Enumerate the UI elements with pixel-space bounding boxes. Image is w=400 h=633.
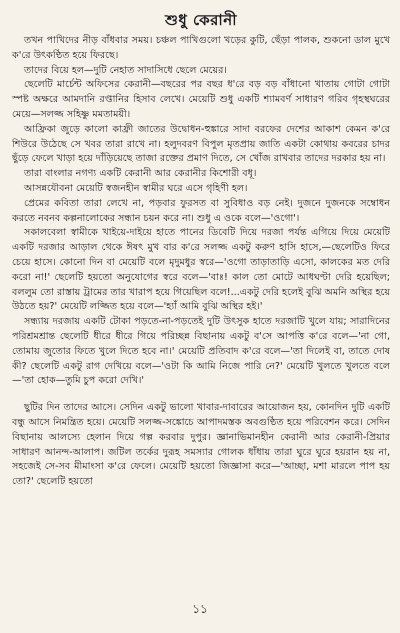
paragraph: ছুটির দিন তাদের আসে। সেদিন একটু ভালো খাবার-দাবারের আয়োজন হয়, কোনদিন দুটি একটি বন্ধু আসে নিমন্ত্রিত হয়ে। মেয়েটি সলজ্জ-সঙ্কোচে আপাদমস্তক অবগুণ্ঠিত হয়ে পরিবেশন করে। সেদিন বিছানায় আলস্যে হেলান দিয়ে গল্প করবার দুপুর। জ্ঞানাভিমানহীন কেরানী আর কেরানী-প্রিয়ার সাধারণ আনন্দ-আলাপ। জটিল তর্কের দুরূহ সমস্যার গোলক ধাঁধায় তারা ঘুরে ঘুরে হয়রান হয় না, সহজেই সে-সব মীমাংসা ক'রে ফেলে। মেয়েটি হয়তো জিজ্ঞাসা করে—'আচ্ছা, মশা মারলে পাপ হয় তো?' ছেলেটি হয়তো: [12, 402, 390, 488]
chapter-title: শুধু কেরানী: [165, 11, 237, 29]
paragraph: প্রেমের কবিতা তারা লেখে না, পড়বার ফুরসত বা সুবিধাও বড় নেই। দুজনে দুজনকে সম্বোধন করতে নবনব কল্পনালোকের সন্ধান চয়ন করে না। শুধু এ ওকে বলে—'ওগো'।: [12, 197, 390, 224]
page-number: ১১: [192, 602, 208, 616]
paragraph: সকালবেলা স্বামীকে খাইয়ে-দাইয়ে হাতে পানের ডিবেটি দিয়ে দরজা পর্যন্ত এগিয়ে দিয়ে মেয়েটি একটি দরজার আড়াল থেকে ঈষৎ মুখ বার ক'রে সলজ্জ একটু করুণ হাসি হাসে,—ছেলেটিও ফিরে চেয়ে হাসে। কোনো দিন বা মেয়েটি বলে মৃদুমধুর স্বরে—'ওগো তাড়াতাড়ি এসো, কালকের মত দেরি করো না!' ছেলেটি হয়তো অনুযোগের স্বরে বলে—'বাঃ! কাল তো মোটে আধঘণ্টা দেরি হয়েছিল; বললুম তো রাস্তায় ট্রামের তার খারাপ হয়ে গিয়েছিল বলে!...একটু দেরি হলেই বুঝি অমনি অস্থির হয়ে উঠতে হয়?' মেয়েটি লজ্জিত হয়ে বলে—'হ্যাঁ আমি বুঝি অস্থির হই।': [12, 227, 390, 313]
section-gap: [12, 389, 390, 401]
paragraph: ছেলেটি মার্চেন্ট অফিসের কেরানী—বছরের পর বছর ধ'রে বড় বড় বাঁধানো খাতায় গোটা গোটা স্পষ্ট অক্ষরে আমদানি রপ্তানির হিসাব লেখে। মেয়েটি শুধু একটি শ্যামবর্ণ সাধারণ গরিব গৃহস্থঘরের মেয়ে—সলজ্জ সহিষ্ণু মমতাময়ী।: [12, 79, 390, 120]
paragraph: আসন্নযৌবনা মেয়েটি স্বজনহীন স্বামীর ঘরে এসে গৃহিণী হল।: [24, 182, 248, 194]
paragraph: আফ্রিকা জুড়ে কালো কাফ্রী জাতের উদ্বোধন-হুঙ্কারে সাদা বরফের দেশের আকাশ কেমন ক'রে শিউরে উঠেছে সে খবর তারা রাখে না। হলুদবরণ বিপুল মৃতপ্রায় জাতি একটা কোথায় কবরের চাদর ছুঁড়ে ফেলে খাড়া হয়ে দাঁড়িয়েছে তাজা রক্তের প্রমাণ দিতে, সে খোঁজ রাখবার তাদের দরকার হয় না।: [12, 123, 390, 165]
body-text: [12, 34, 390, 490]
paragraph: তারা বাংলার নগণ্য একটি কেরানী আর কেরানীর কিশোরী বধূ।: [24, 168, 257, 180]
paragraph: তাদের বিয়ে হল—দুটি নেহাত সাদাসিধে ছেলে মেয়ের।: [24, 64, 227, 76]
paragraph: তখন পাখিদের নীড় বাঁধবার সময়। চঞ্চল পাখিগুলো খড়ের কুটি, ছেঁড়া পালক, শুকনো ডাল মুখে ক'রে উৎকণ্ঠিত হয়ে ফিরছে।: [12, 35, 390, 61]
paragraph: সন্ধ্যায় দরজায় একটি টোকা পড়তে-না-পড়তেই দুটি উৎসুক হাতে দরজাটি খুলে যায়; সারাদিনের পরিশ্রমশ্রান্ত ছেলেটি ধীরে ধীরে গিয়ে পরিচ্ছন্ন বিছানায় একটু ব'সে আপত্তি ক'রে বলে—'না গো, তোমায় জুতোর ফিতে খুলে দিতে হবে না।' মেয়েটি প্রতিবাদ ক'রে বলে—'তা দিলেই বা, তাতে দোষ কী? ছেলেটি একটু রাগ দেখিয়ে বলে—'ওটা কি আমি নিজে পারি নে?' মেয়েটি খুলতে খুলতে বলে—'তা হোক—তুমি চুপ করো দেখি।': [12, 316, 390, 387]
